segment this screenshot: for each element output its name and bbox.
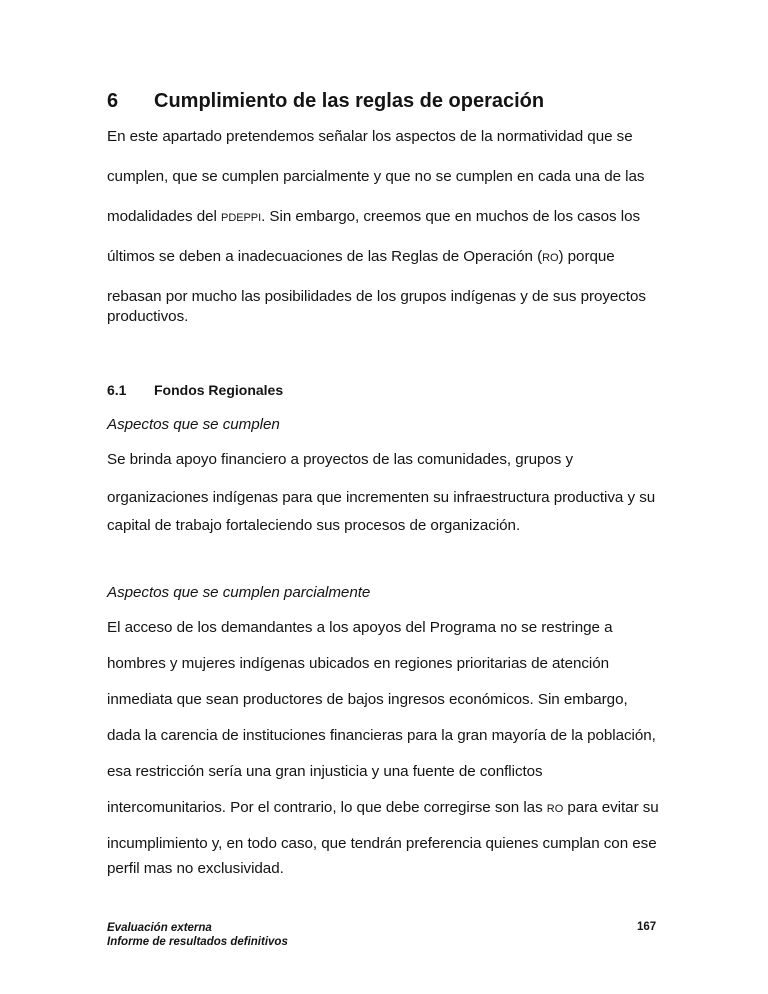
acronym-pdeppi: PDEPPI	[221, 212, 262, 224]
acronym-ro: RO	[546, 803, 564, 815]
text: ) porque	[558, 248, 615, 265]
intro-line: cumplen, que se cumplen parcialmente y que no se cumplen en cada una de las	[107, 168, 645, 185]
body-line: dada la carencia de instituciones financieras para la gran mayoría de la población,	[107, 727, 656, 744]
body-line: Se brinda apoyo financiero a proyectos de las comunidades, grupos y	[107, 451, 574, 468]
page-number: 167	[637, 921, 657, 933]
body-line: El acceso de los demandantes a los apoyos del Programa no se restringe a	[107, 619, 613, 636]
text: para evitar su	[563, 799, 659, 816]
footer-title	[107, 921, 288, 949]
body-line: perfil mas no exclusividad.	[107, 860, 284, 877]
body-line: inmediata que sean productores de bajos ingresos económicos. Sin embargo,	[107, 691, 628, 708]
chapter-heading	[107, 90, 544, 113]
intro-line: En este apartado pretendemos señalar los aspectos de la normatividad que se	[107, 128, 633, 145]
intro-line: rebasan por mucho las posibilidades de los grupos indígenas y de sus proyectos	[107, 288, 646, 305]
subsection-title-cumplen: Aspectos que se cumplen	[107, 416, 280, 433]
intro-line: productivos.	[107, 308, 189, 325]
section-heading	[107, 382, 283, 398]
section-title: Fondos Regionales	[154, 382, 284, 398]
text: últimos se deben a inadecuaciones de las Reglas de Operación (	[107, 248, 543, 265]
chapter-number: 6	[107, 90, 119, 112]
body-line: capital de trabajo fortaleciendo sus procesos de organización.	[107, 517, 521, 534]
body-line	[107, 799, 659, 816]
text: modalidades del	[107, 208, 222, 225]
text: intercomunitarios. Por el contrario, lo que debe corregirse son las	[107, 799, 547, 816]
text: . Sin embargo, creemos que en muchos de los casos los	[261, 208, 641, 225]
body-line: hombres y mujeres indígenas ubicados en regiones prioritarias de atención	[107, 655, 610, 672]
footer-line-2: Informe de resultados definitivos	[107, 936, 288, 948]
body-line: incumplimiento y, en todo caso, que tendrán preferencia quienes cumplan con ese	[107, 835, 657, 852]
intro-line	[107, 208, 640, 225]
chapter-title: Cumplimiento de las reglas de operación	[154, 90, 545, 112]
body-line: esa restricción sería una gran injusticia y una fuente de conflictos	[107, 763, 543, 780]
section-number: 6.1	[107, 382, 127, 398]
footer-line-1: Evaluación externa	[107, 922, 212, 934]
intro-line	[107, 248, 615, 265]
body-line: organizaciones indígenas para que incrementen su infraestructura productiva y su	[107, 489, 656, 506]
acronym-ro: RO	[542, 252, 559, 264]
subsection-title-parcial: Aspectos que se cumplen parcialmente	[107, 584, 371, 601]
